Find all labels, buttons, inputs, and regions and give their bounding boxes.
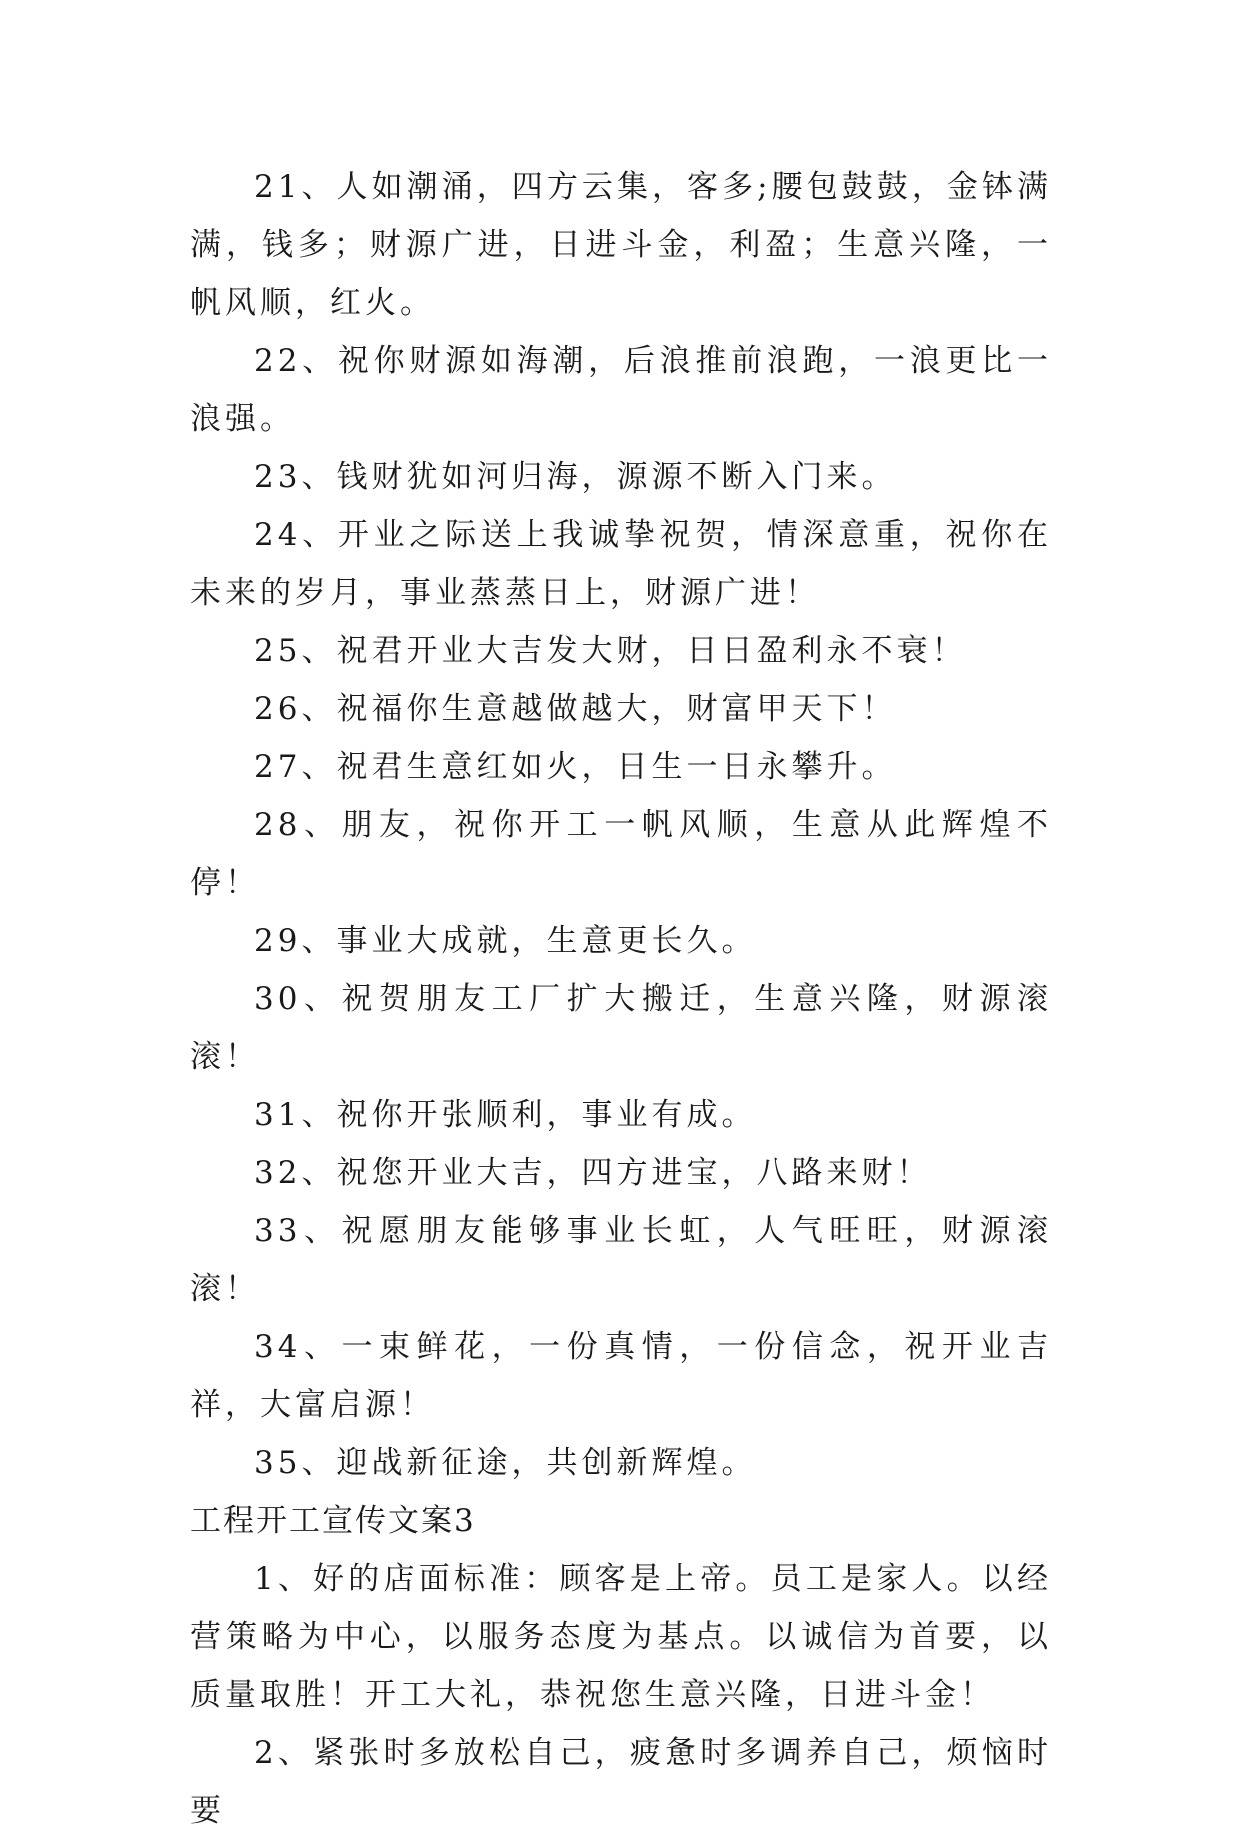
paragraph-35: 35、迎战新征途，共创新辉煌。 bbox=[254, 1445, 757, 1481]
paragraph-24: 24、开业之际送上我诚挚祝贺，情深意重，祝你在未来的岁月，事业蒸蒸日上，财源广进！ bbox=[190, 517, 1052, 611]
paragraph-29: 29、事业大成就，生意更长久。 bbox=[254, 923, 757, 959]
document-body bbox=[190, 158, 1052, 1840]
paragraph-22: 22、祝你财源如海潮，后浪推前浪跑，一浪更比一浪强。 bbox=[190, 343, 1052, 437]
paragraph-25: 25、祝君开业大吉发大财，日日盈利永不衰！ bbox=[254, 633, 967, 669]
paragraph-28: 28、朋友，祝你开工一帆风顺，生意从此辉煌不停！ bbox=[190, 807, 1052, 901]
paragraph-23: 23、钱财犹如河归海，源源不断入门来。 bbox=[254, 459, 897, 495]
paragraph-32: 32、祝您开业大吉，四方进宝，八路来财！ bbox=[254, 1155, 932, 1191]
paragraph-34: 34、一束鲜花，一份真情，一份信念，祝开业吉祥，大富启源！ bbox=[190, 1329, 1052, 1423]
paragraph-21: 21、人如潮涌，四方云集，客多;腰包鼓鼓，金钵满满，钱多；财源广进，日进斗金，利盈；生意兴隆，一帆风顺，红火。 bbox=[190, 169, 1052, 321]
paragraph-27: 27、祝君生意红如火，日生一日永攀升。 bbox=[254, 749, 897, 785]
paragraph-1: 1、好的店面标准：顾客是上帝。员工是家人。以经营策略为中心，以服务态度为基点。以诚信为首要，以质量取胜！开工大礼，恭祝您生意兴隆，日进斗金！ bbox=[190, 1561, 1052, 1713]
section-heading: 工程开工宣传文案3 bbox=[190, 1503, 476, 1539]
paragraph-33: 33、祝愿朋友能够事业长虹，人气旺旺，财源滚滚！ bbox=[190, 1213, 1052, 1307]
paragraph-30: 30、祝贺朋友工厂扩大搬迁，生意兴隆，财源滚滚！ bbox=[190, 981, 1052, 1075]
paragraph-31: 31、祝你开张顺利，事业有成。 bbox=[254, 1097, 757, 1133]
paragraph-2: 2、紧张时多放松自己，疲惫时多调养自己，烦恼时要 bbox=[190, 1735, 1052, 1829]
paragraph-26: 26、祝福你生意越做越大，财富甲天下！ bbox=[254, 691, 897, 727]
